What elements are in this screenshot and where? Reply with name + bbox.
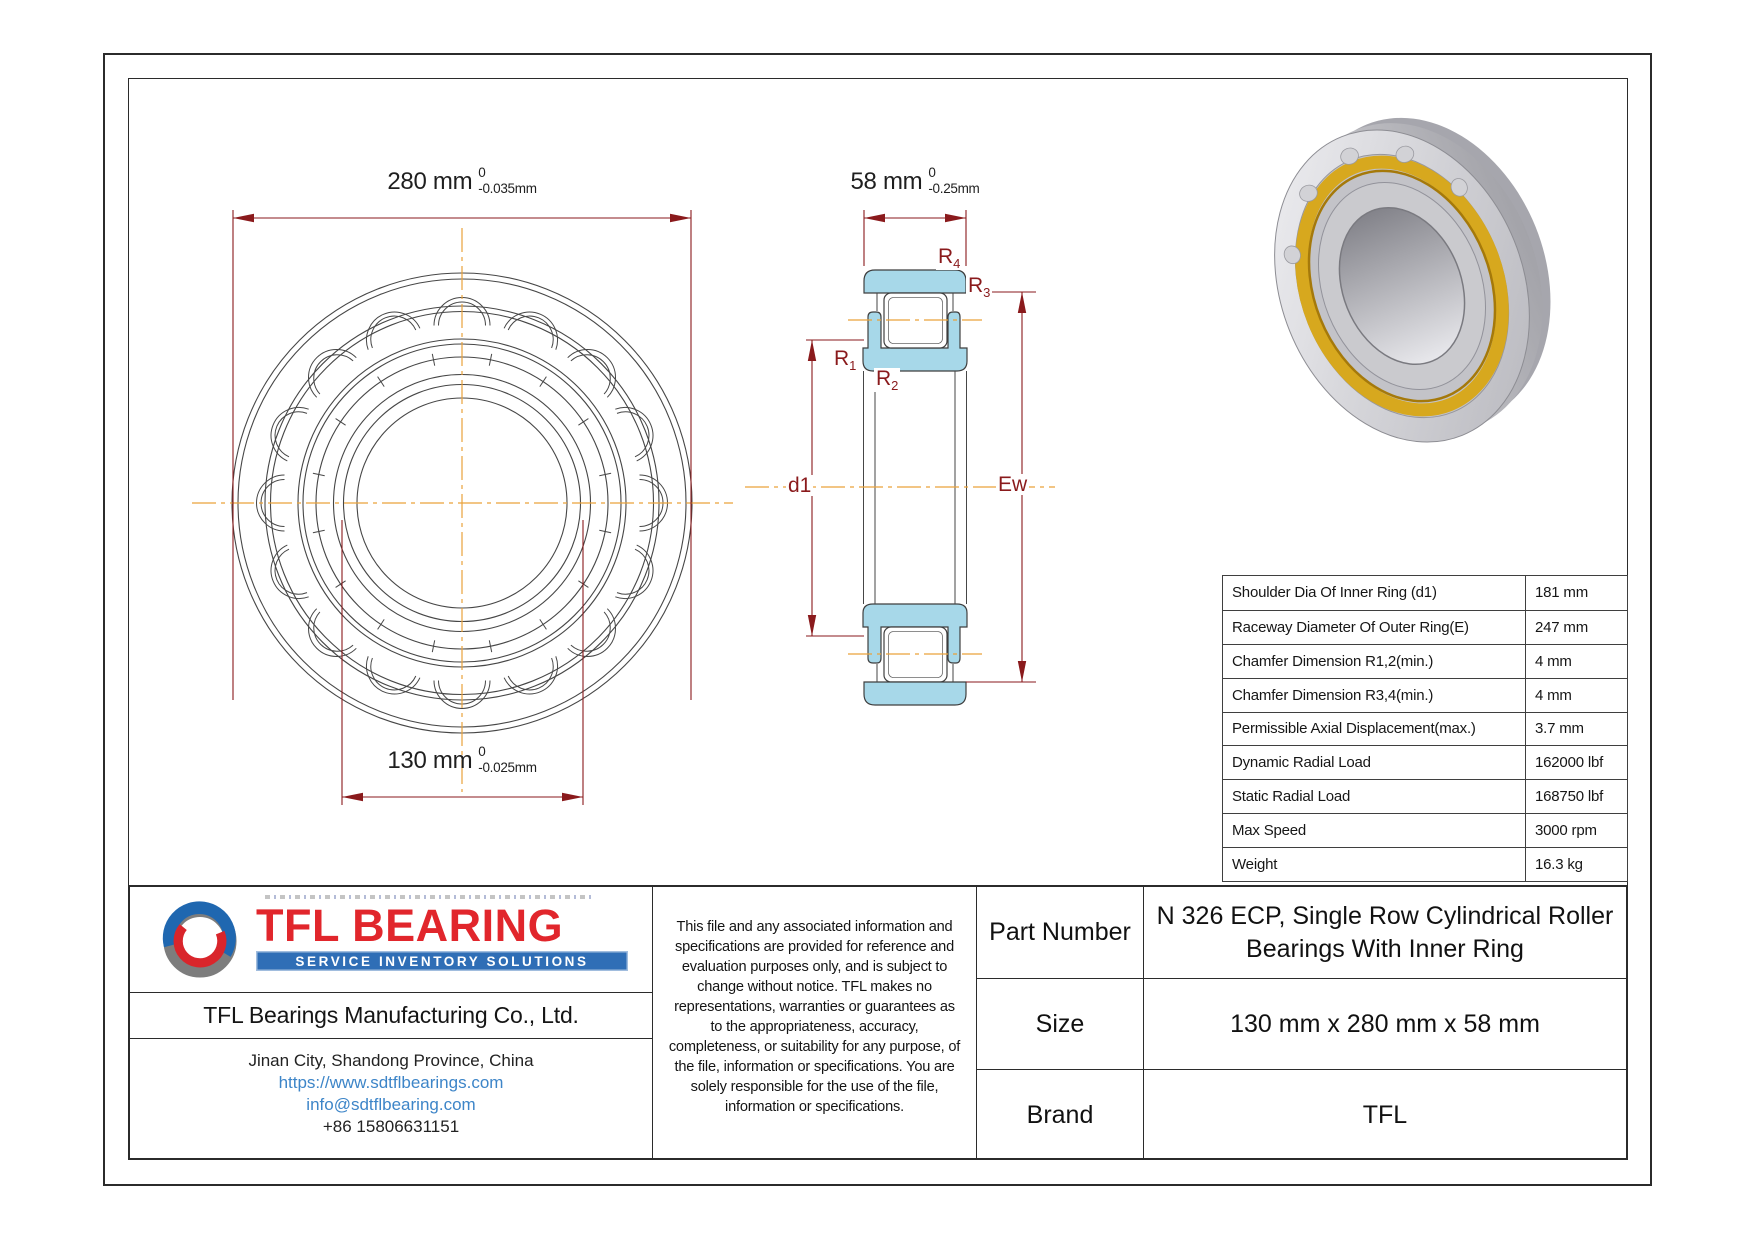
table-row [1223, 576, 1627, 610]
brand-value: TFL [1362, 1100, 1408, 1129]
part-number-label: Part Number [977, 887, 1143, 979]
specification-table [1222, 575, 1628, 882]
table-row [1223, 644, 1627, 678]
spec-value: 162000 lbf [1535, 754, 1604, 772]
dimension-width-tolerance: 0 -0.25mm [928, 165, 980, 196]
spec-label: Static Radial Load [1223, 780, 1526, 813]
label-r3: $R_3$ [968, 274, 991, 301]
spec-label: Shoulder Dia Of Inner Ring (d1) [1223, 576, 1526, 610]
field-value-column [1144, 887, 1626, 1160]
brand-label: Brand [1026, 1100, 1094, 1129]
table-row [1223, 745, 1627, 779]
spec-value: 247 mm [1535, 618, 1588, 636]
disclaimer-cell [653, 887, 977, 1160]
company-phone: +86 15806631151 [322, 1117, 460, 1136]
table-row [1223, 779, 1627, 813]
title-block [128, 885, 1628, 1160]
company-address: Jinan City, Shandong Province, China [248, 1051, 534, 1070]
table-row [1223, 813, 1627, 847]
spec-value: 4 mm [1535, 652, 1572, 670]
dimension-outer-tolerance: 0 -0.035mm [478, 165, 537, 196]
company-column [130, 887, 653, 1160]
spec-value: 181 mm [1535, 584, 1588, 602]
spec-label: Permissible Axial Displacement(max.) [1223, 713, 1526, 746]
table-row [1223, 678, 1627, 712]
label-r2: $R_2$ [876, 367, 899, 394]
logo-tagline: SERVICE INVENTORY SOLUTIONS [256, 951, 628, 971]
dimension-width [805, 163, 1025, 194]
spec-label: Chamfer Dimension R3,4(min.) [1223, 679, 1526, 712]
spec-value: 16.3 kg [1535, 856, 1583, 874]
spec-label: Raceway Diameter Of Outer Ring(E) [1223, 611, 1526, 644]
label-d1: d1 [788, 474, 812, 497]
logo-cell [130, 887, 652, 993]
table-row [1223, 610, 1627, 644]
tfl-logo-icon [158, 899, 242, 983]
company-email-link[interactable]: info@sdtflbearing.com [306, 1095, 476, 1114]
spec-label: Dynamic Radial Load [1223, 746, 1526, 779]
company-website-link[interactable]: https://www.sdtflbearings.com [278, 1073, 504, 1092]
spec-label: Max Speed [1223, 814, 1526, 847]
label-r4: $R_4$ [938, 245, 961, 272]
table-row [1223, 847, 1627, 881]
field-label-column [977, 887, 1144, 1160]
dimension-outer-diameter [352, 163, 572, 194]
dimension-bore-diameter [352, 742, 572, 773]
dimension-outer-value: 280 mm [387, 168, 473, 196]
table-row [1223, 712, 1627, 746]
disclaimer-text: This file and any associated information and specifications are provided for reference and evaluation purposes only, and is subject to change without notice. TFL makes no representations, warranties or guarantees as to the appropriateness, accuracy, completeness, or suitability for any purpose, of the file, information or specifications. You are solely responsible for the use of the file, information or specifications. [668, 919, 961, 1115]
size-value: 130 mm x 280 mm x 58 mm [1144, 979, 1626, 1070]
spec-label: Weight [1223, 848, 1526, 881]
bearing-3d-render [1229, 80, 1598, 480]
dimension-width-value: 58 mm [850, 168, 923, 196]
outer-ring-bottom-section [864, 682, 966, 705]
label-r1: $R_1$ [834, 347, 857, 374]
label-ew: Ew [998, 473, 1028, 496]
spec-label: Chamfer Dimension R1,2(min.) [1223, 645, 1526, 678]
spec-value: 3000 rpm [1535, 822, 1597, 840]
company-name-cell [130, 993, 652, 1039]
size-label: Size [977, 979, 1143, 1070]
part-number-value: N 326 ECP, Single Row Cylindrical Roller Bearings With Inner Ring [1144, 887, 1626, 979]
company-contact-cell [130, 1039, 652, 1160]
spec-value: 3.7 mm [1535, 720, 1584, 738]
logo-wordmark: TFL BEARING [256, 900, 564, 951]
spec-value: 4 mm [1535, 686, 1572, 704]
fine-print-strip [265, 895, 595, 899]
dimension-bore-tolerance: 0 -0.025mm [478, 744, 537, 775]
company-name: TFL Bearings Manufacturing Co., Ltd. [203, 1002, 579, 1028]
logo-text-group [256, 900, 628, 971]
spec-value: 168750 lbf [1535, 788, 1604, 806]
dimension-bore-value: 130 mm [387, 747, 473, 775]
outer-ring-top-section [864, 270, 966, 293]
